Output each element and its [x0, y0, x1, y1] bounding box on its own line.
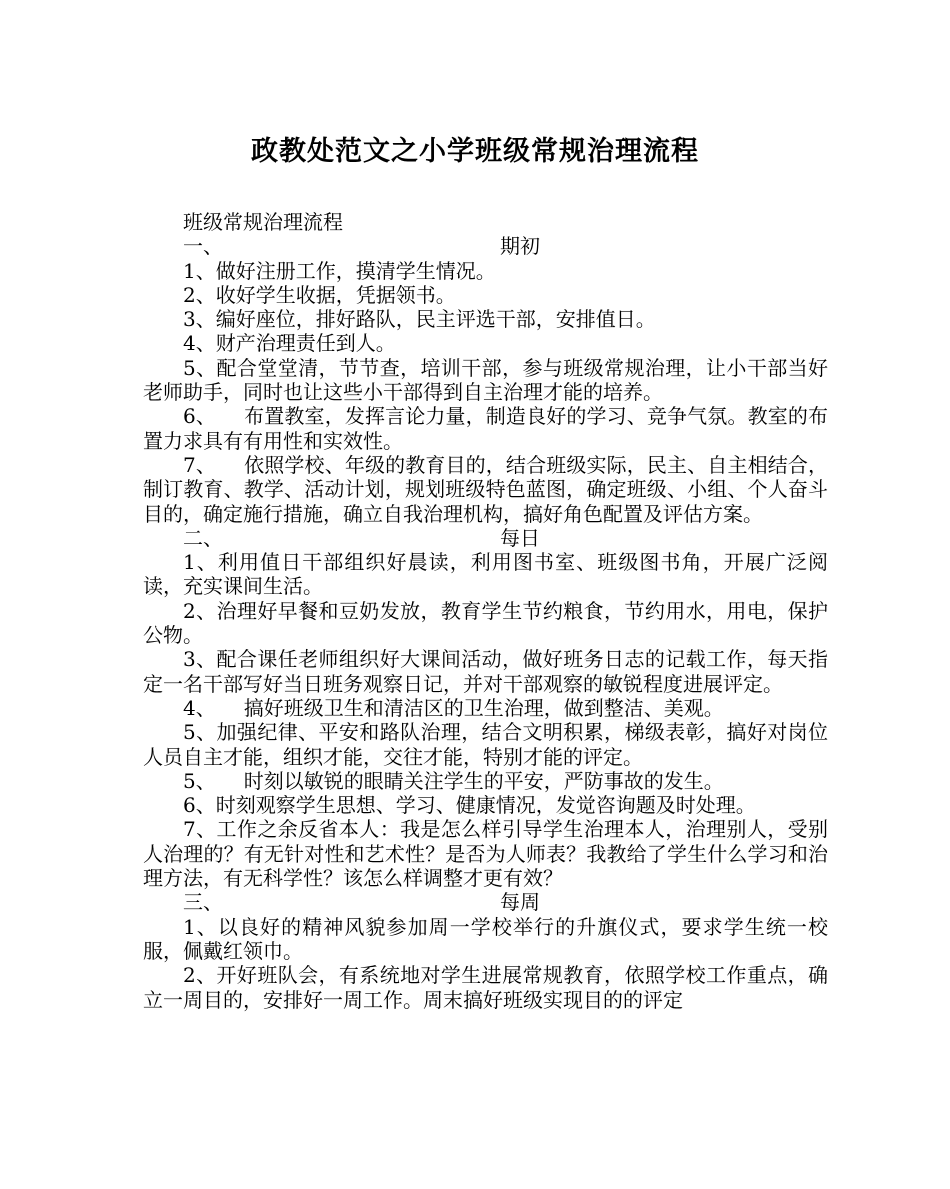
- section-heading: [143, 890, 828, 914]
- document-body: [143, 210, 828, 1012]
- item-number: 5、: [183, 720, 217, 745]
- item-number: 4、: [183, 695, 216, 720]
- section-number: 一、: [183, 234, 223, 259]
- item-text: 治理好早餐和豆奶发放，教育学生节约粮食，节约用水，用电，保护公物。: [143, 598, 829, 648]
- item-text: 配合堂堂清，节节查，培训干部，参与班级常规治理，让小干部当好老师助手，同时也让这些小干部得到自主治理才能的培养。: [143, 355, 829, 405]
- section-heading: [143, 234, 828, 258]
- list-item: [143, 817, 828, 890]
- item-number: 2、: [183, 963, 217, 988]
- item-number: 1、: [183, 914, 218, 939]
- list-item: [143, 696, 828, 720]
- item-number: 6、: [183, 793, 216, 818]
- item-number: 7、: [183, 452, 216, 477]
- item-text: 收好学生收据，凭据领书。: [215, 282, 456, 307]
- document-title: 政教处范文之小学班级常规治理流程: [251, 136, 699, 167]
- list-item: [143, 769, 828, 793]
- item-text: 编好座位，排好路队，民主评选干部，安排值日。: [215, 307, 656, 332]
- item-text: 财产治理责任到人。: [215, 331, 396, 356]
- item-text: 加强纪律、平安和路队治理，结合文明积累，梯级表彰，搞好对岗位人员自主才能，组织才能，交往才能，特别才能的评定。: [143, 720, 829, 769]
- item-number: 7、: [183, 817, 217, 842]
- item-number: 1、: [183, 550, 218, 575]
- list-item: [143, 259, 828, 283]
- section-name: 每日: [500, 525, 540, 550]
- item-text: 利用值日干部组织好晨读，利用图书室、班级图书角，开展广泛阅读，充实课间生活。: [143, 550, 829, 599]
- list-item: [143, 647, 828, 696]
- list-item: [143, 356, 828, 405]
- section-number: 三、: [183, 890, 223, 915]
- item-text: 布置教室，发挥言论力量，制造良好的学习、竞争气氛。教室的布置力求具有有用性和实效性。: [143, 404, 828, 453]
- list-item: [143, 404, 828, 453]
- item-number: 5、: [183, 355, 217, 380]
- item-number: 1、: [183, 258, 216, 283]
- section-name: 期初: [500, 234, 540, 259]
- list-item: [143, 283, 828, 307]
- item-number: 3、: [183, 647, 217, 672]
- list-item: [143, 915, 828, 964]
- item-number: 2、: [183, 598, 217, 623]
- list-item: [143, 331, 828, 355]
- item-number: 3、: [183, 307, 216, 332]
- list-item: [143, 453, 828, 526]
- list-item: [143, 963, 828, 1012]
- section-name: 每周: [500, 890, 540, 915]
- item-number: 6、: [183, 404, 216, 429]
- item-number: 4、: [183, 331, 216, 356]
- list-item: [143, 550, 828, 599]
- list-item: [143, 307, 828, 331]
- item-text: 做好注册工作，摸清学生情况。: [215, 258, 496, 283]
- item-text: 时刻以敏锐的眼睛关注学生的平安，严防事故的发生。: [243, 768, 724, 793]
- item-number: 2、: [183, 282, 216, 307]
- item-text: 依照学校、年级的教育目的，结合班级实际，民主、自主相结合，制订教育、教学、活动计划，规划班级特色蓝图，确定班级、小组、个人奋斗目的，确定施行措施，确立自我治理机构，搞好角色配置及评估方案。: [143, 452, 828, 526]
- item-text: 搞好班级卫生和清洁区的卫生治理，做到整洁、美观。: [243, 695, 724, 720]
- list-item: [143, 599, 828, 648]
- section-heading: [143, 526, 828, 550]
- item-text: 开好班队会，有系统地对学生进展常规教育，依照学校工作重点，确立一周目的，安排好一周工作。周末搞好班级实现目的的评定: [143, 963, 829, 1012]
- item-number: 5、: [183, 768, 216, 793]
- item-text: 时刻观察学生思想、学习、健康情况，发觉咨询题及时处理。: [215, 793, 756, 818]
- list-item: [143, 720, 828, 769]
- list-item: [143, 793, 828, 817]
- section-number: 二、: [183, 525, 223, 550]
- item-text: 工作之余反省本人：我是怎么样引导学生治理本人，治理别人，受别人治理的？有无针对性和艺术性？是否为人师表？我教给了学生什么学习和治理方法，有无科学性？该怎么样调整才更有效？: [143, 817, 829, 891]
- document-subtitle: 班级常规治理流程: [183, 210, 343, 234]
- item-text: 配合课任老师组织好大课间活动，做好班务日志的记载工作，每天指定一名干部写好当日班务观察日记，并对干部观察的敏锐程度进展评定。: [143, 647, 829, 696]
- item-text: 以良好的精神风貌参加周一学校举行的升旗仪式，要求学生统一校服，佩戴红领巾。: [143, 914, 829, 963]
